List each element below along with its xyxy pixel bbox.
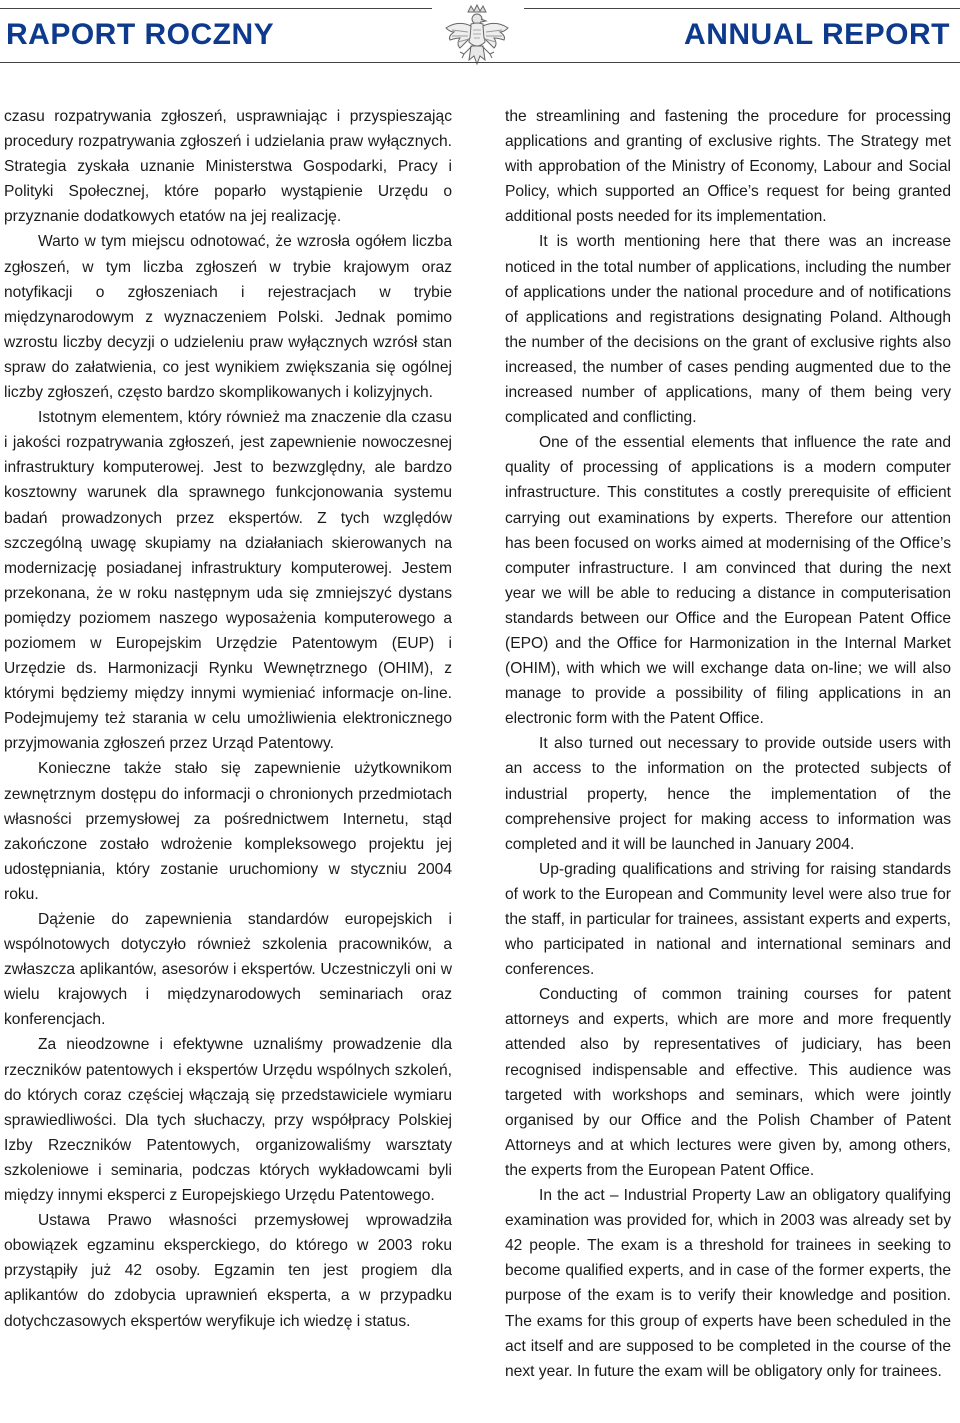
english-paragraph: Conducting of common training courses for patent attorneys and experts, which are more and more frequently attended also by representatives of judiciary, has been recognised indispensable and effective. This audience was targeted with workshops and seminars, which were jointly organised by our Office and the Polish Chamber of Patent Attorneys and at which lectures were given by, among others, the experts from the European Patent Office. <box>505 986 951 1179</box>
polish-paragraph: Za nieodzowne i efektywne uznaliśmy prowadzenie dla rzeczników patentowych i ekspertów Urzędu wspólnych szkoleń, do których coraz częściej włączają się przedstawiciele wymiaru sprawiedliwości. Dla tych słuchaczy, przy współpracy Polskiej Izby Rzeczników Patentowych, organizowaliśmy warsztaty szkoleniowe i seminaria, podczas których wykładowcami byli między innymi eksperci z Europejskiego Urzędu Patentowego. <box>4 1036 452 1205</box>
header-bottom-rule <box>0 62 960 63</box>
polish-paragraph: Warto w tym miejscu odnotować, że wzrosła ogółem liczba zgłoszeń, w tym liczba zgłoszeń w trybie krajowym oraz notyfikacji o zgłoszeniach i rejestracjach w trybie międzynarodowym z wyznaczeniem Polski. Jednak pomimo wzrostu liczby decyzji o udzieleniu praw wyłącznych wzrósł stan spraw do załatwienia, co jest wynikiem zwiększania się ogólnej liczby zgłoszeń, często bardzo skomplikowanych i kolizyjnych. <box>4 233 452 402</box>
english-paragraph: It also turned out necessary to provide outside users with an access to the information on the protected subjects of industrial property, hence the implementation of the comprehensive project for making access to information was completed and it will be launched in January 2004. <box>505 735 951 853</box>
header-top-rule-right <box>524 8 960 9</box>
header-title-english: ANNUAL REPORT <box>684 18 950 51</box>
polish-text-column <box>4 104 452 1334</box>
english-paragraph: In the act – Industrial Property Law an obligatory qualifying examination was provided for, which in 2003 was already set by 42 people. The exam is a threshold for trainees in seeking to become qualified experts, and in case of the former experts, the purpose of the exam is to verify their knowledge and position. The exams for this group of experts have been scheduled in the act itself and are supposed to be completed in the course of the next year. In future the exam will be obligatory only for trainees. <box>505 1187 951 1380</box>
polish-paragraph: Konieczne także stało się zapewnienie użytkownikom zewnętrznym dostępu do informacji o chronionych przedmiotach własności przemysłowej za pośrednictwem Internetu, stąd zakończone zostało wdrożenie kompleksowego projektu jej udostępniania, który zostanie uruchomiony w styczniu 2004 roku. <box>4 760 452 903</box>
polish-paragraph: Dążenie do zapewnienia standardów europejskich i wspólnotowych dotyczyło również szkolenia pracowników, a zwłaszcza aplikantów, asesorów i ekspertów. Uczestniczyli oni w wielu krajowych i międzynarodowych seminariach oraz konferencjach. <box>4 911 452 1029</box>
polish-paragraph: Ustawa Prawo własności przemysłowej wprowadziła obowiązek egzaminu eksperckiego, do którego w 2003 roku przystąpiły już 42 osoby. Egzamin ten jest progiem dla aplikantów do zdobycia uprawnień eksperta, a w przypadku dotychczasowych ekspertów weryfikuje ich wiedzę i status. <box>4 1212 452 1330</box>
polish-paragraph: Istotnym elementem, który również ma znaczenie dla czasu i jakości rozpatrywania zgłoszeń, jest zapewnienie nowoczesnej infrastruktury komputerowej. Jest to bezwzględny, ale bardzo kosztowny warunek dla sprawnego funkcjonowania systemu badań prowadzonych przez ekspertów. Z tych względów szczególną uwagę skupiamy na działaniach skierowanych na modernizację posiadanej infrastruktury komputerowej. Jestem przekonana, że w roku następnym uda się zmniejszyć dystans pomiędzy poziomem naszego wyposażenia komputerowego a poziomem w Europejskim Urzędzie Patentowym (EUP) i Urzędzie ds. Harmonizacji Rynku Wewnętrznego (OHIM), z którymi będziemy między innymi wymieniać informacje on-line. Podejmujemy też starania w celu umożliwienia elektronicznego przyjmowania zgłoszeń przez Urząd Patentowy. <box>4 409 452 753</box>
english-paragraph: It is worth mentioning here that there was an increase noticed in the total number of applications, including the number of applications under the national procedure and of notifications of applications and registrations designating Poland. Although the number of the decisions on the grant of exclusive rights also increased, the number of cases pending augmented due to the increased number of applications, many of them being very complicated and conflicting. <box>505 233 951 427</box>
header-title-polish: RAPORT ROCZNY <box>6 18 275 51</box>
english-paragraph: Up-grading qualifications and striving for raising standards of work to the European and Community level were also true for the staff, in particular for trainees, assistant experts and experts, who participated in national and international seminars and conferences. <box>505 860 951 979</box>
polish-paragraph: czasu rozpatrywania zgłoszeń, usprawniając i przyspieszając procedury rozpatrywania zgłoszeń i udzielania praw wyłącznych. Strategia zyskała uznanie Ministerstwa Gospodarki, Pracy i Polityki Społecznej, które poparło wystąpienie Urzędu o przyznanie dodatkowych etatów na jej realizację. <box>4 108 452 226</box>
english-paragraph: the streamlining and fastening the procedure for processing applications and granting of exclusive rights. The Strategy met with approbation of the Ministry of Economy, Labour and Social Policy, which supported an Office’s request for being granted additional posts needed for its implementation. <box>505 108 951 226</box>
header-top-rule-left <box>0 8 432 9</box>
english-text-column <box>505 104 951 1384</box>
english-paragraph: One of the essential elements that influence the rate and quality of processing of applications is a modern computer infrastructure. This constitutes a costly prerequisite of efficient carrying out examinations by experts. Therefore our attention has been focused on works aimed at modernising of the Office’s computer infrastructure. I am convinced that during the next year we will be able to reducing a distance in computerisation standards between our Office and the European Patent Office (EPO) and the Office for Harmonization in the Internal Market (OHIM), with which we will exchange data on-line; we will also manage to provide a possibility of filing applications in an electronic form with the Patent Office. <box>505 434 951 728</box>
page-header <box>0 0 960 74</box>
